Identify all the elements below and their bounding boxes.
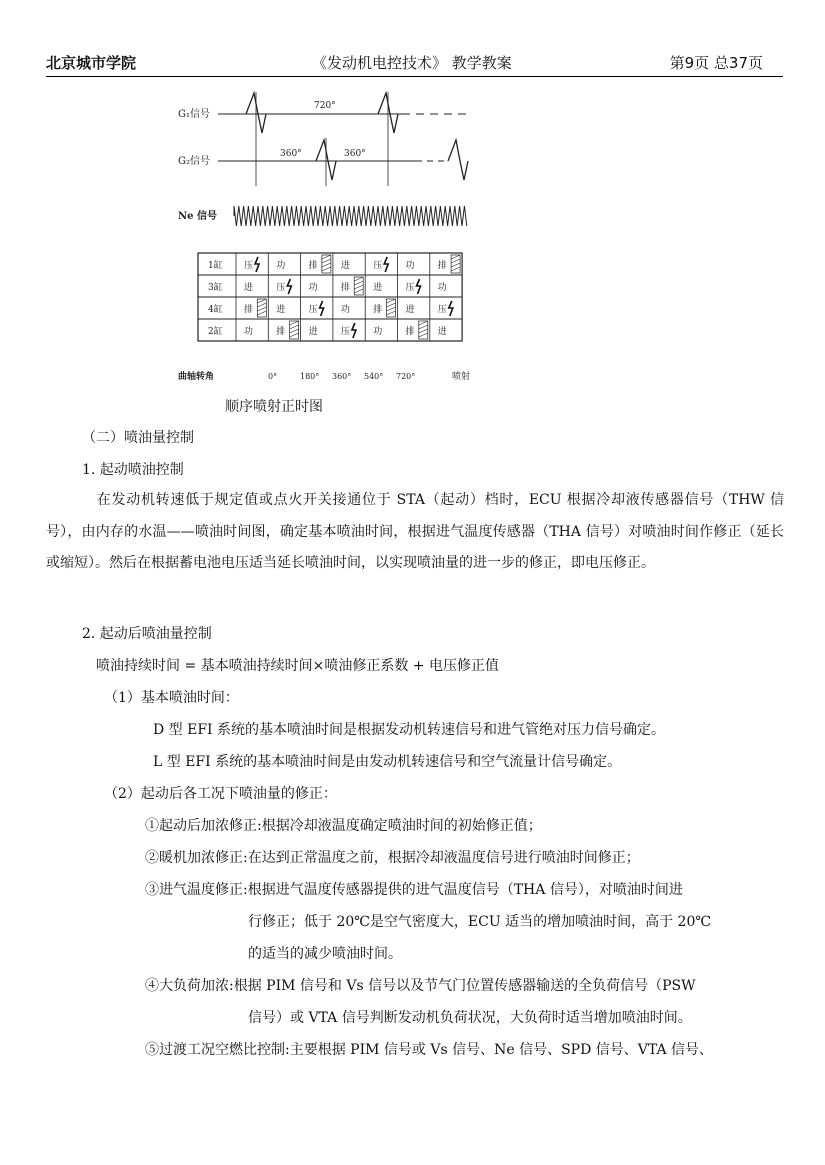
stroke-label: 压 xyxy=(308,305,318,315)
crank-tick-label: 0° xyxy=(268,372,278,381)
g2-label: G₂信号 xyxy=(178,156,210,167)
stroke-label: 排 xyxy=(373,305,383,315)
stroke-label: 排 xyxy=(308,261,318,271)
stroke-label: 功 xyxy=(244,327,254,337)
stroke-label: 排 xyxy=(276,327,286,337)
cylinder-stroke-table xyxy=(198,253,462,341)
spark-icon xyxy=(384,257,388,272)
cylinder-label: 2缸 xyxy=(208,327,223,337)
spark-icon xyxy=(320,301,324,316)
spark-icon xyxy=(287,279,291,294)
cylinder-label: 3缸 xyxy=(208,283,223,293)
stroke-label: 功 xyxy=(276,261,286,271)
stroke-label: 功 xyxy=(437,283,447,293)
institution-name: 北京城市学院 xyxy=(46,54,137,72)
sub2-title: （2）起动后各工况下喷油量的修正： xyxy=(104,786,337,802)
crank-tick-label: 180° xyxy=(300,372,320,381)
spark-icon xyxy=(255,257,259,272)
crank-tick-label: 720° xyxy=(396,372,416,381)
crank-angle-label: 曲轴转角 xyxy=(178,372,215,382)
stroke-label: 排 xyxy=(437,261,447,271)
correction-3-line2: 行修正；低于 20℃是空气密度大，ECU 适当的增加喷油时间，高于 20℃ xyxy=(248,914,712,930)
stroke-label: 进 xyxy=(405,305,415,315)
correction-3-line3: 的适当的减少喷油时间。 xyxy=(248,946,402,962)
item1-paragraph: 在发动机转速低于规定值或点火开关接通位于 STA（起动）档时，ECU 根据冷却液传感器信号（THW 信号），由内存的水温——喷油时间图，确定基本喷油时间，根据进气温度传感器（THA 信号）对喷油时间作修正（延长或缩短）。然后在根据蓄电池电压适当延长喷油时间，以实现喷油量的进一步的修正，即电压修正。 xyxy=(46,492,784,571)
stroke-label: 排 xyxy=(405,327,415,337)
stroke-label: 压 xyxy=(244,261,254,271)
stroke-label: 进 xyxy=(276,305,286,315)
angle-360a-label: 360° xyxy=(280,149,302,159)
cylinder-label: 1缸 xyxy=(208,261,223,271)
crank-tick-label: 360° xyxy=(332,372,352,381)
stroke-label: 压 xyxy=(405,283,415,293)
formula: 喷油持续时间 = 基本喷油持续时间×喷油修正系数 + 电压修正值 xyxy=(96,658,499,674)
page-header xyxy=(46,50,783,77)
correction-5-line1: ⑤过渡工况空燃比控制:主要根据 PIM 信号或 Vs 信号、Ne 信号、SPD 信号、VTA 信号、 xyxy=(145,1042,714,1058)
ne-label: Ne 信号 xyxy=(178,211,217,222)
stroke-label: 压 xyxy=(276,283,286,293)
stroke-label: 压 xyxy=(340,327,350,337)
stroke-label: 进 xyxy=(373,283,383,293)
sub1-title: （1）基本喷油时间： xyxy=(104,690,239,706)
stroke-label: 压 xyxy=(437,305,447,315)
stroke-label: 功 xyxy=(373,327,383,337)
stroke-label: 进 xyxy=(308,327,318,337)
injection-label: 喷射 xyxy=(452,372,471,382)
crank-angle-ticks xyxy=(268,372,415,381)
stroke-label: 进 xyxy=(437,327,447,337)
stroke-label: 进 xyxy=(244,283,254,293)
angle-360b-label: 360° xyxy=(344,149,366,159)
spark-icon xyxy=(449,301,453,316)
g1-label: G₁信号 xyxy=(178,109,210,120)
page-number: 第9页 总37页 xyxy=(669,54,763,72)
stroke-label: 功 xyxy=(340,305,350,315)
spark-icon xyxy=(417,279,421,294)
course-title: 《发动机电控技术》 教学教案 xyxy=(312,54,512,72)
sub1-d-type: D 型 EFI 系统的基本喷油时间是根据发动机转速信号和进气管绝对压力信号确定。 xyxy=(153,722,666,738)
figure-caption: 顺序喷射正时图 xyxy=(225,399,323,415)
crank-tick-label: 540° xyxy=(364,372,384,381)
stroke-label: 排 xyxy=(340,283,350,293)
angle-720-label: 720° xyxy=(314,101,336,111)
correction-1: ①起动后加浓修正:根据冷却液温度确定喷油时间的初始修正值； xyxy=(145,818,542,834)
item2-title: 2. 起动后喷油量控制 xyxy=(82,626,212,642)
correction-3-line1: ③进气温度修正:根据进气温度传感器提供的进气温度信号（THA 信号），对喷油时间进 xyxy=(145,882,683,898)
cylinder-label: 4缸 xyxy=(208,305,223,315)
stroke-label: 压 xyxy=(373,261,383,271)
stroke-label: 进 xyxy=(340,261,350,271)
correction-4-line2: 信号）或 VTA 信号判断发动机负荷状况，大负荷时适当增加喷油时间。 xyxy=(248,1010,692,1026)
stroke-label: 排 xyxy=(244,305,254,315)
injection-timing-diagram xyxy=(176,88,476,388)
ne-signal-wave xyxy=(234,206,467,226)
sub1-l-type: L 型 EFI 系统的基本喷油时间是由发动机转速信号和空气流量计信号确定。 xyxy=(153,754,622,770)
correction-2: ②暖机加浓修正:在达到正常温度之前，根据冷却液温度信号进行喷油时间修正； xyxy=(145,850,640,866)
stroke-label: 功 xyxy=(405,261,415,271)
correction-4-line1: ④大负荷加浓:根据 PIM 信号和 Vs 信号以及节气门位置传感器输送的全负荷信号（PSW xyxy=(145,978,696,994)
stroke-label: 功 xyxy=(308,283,318,293)
item1-title: 1. 起动喷油控制 xyxy=(82,462,184,478)
section-title: （二）喷油量控制 xyxy=(82,430,194,446)
spark-icon xyxy=(352,323,356,338)
